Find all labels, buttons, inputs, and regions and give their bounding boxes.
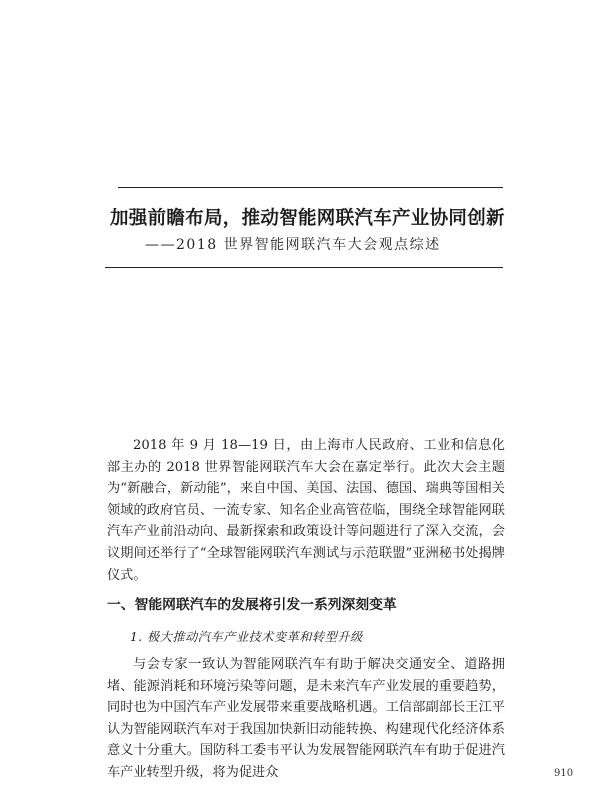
section-paragraph: 与会专家一致认为智能网联汽车有助于解决交通安全、道路拥堵、能源消耗和环境污染等问题，是未来汽车产业发展的重要趋势，同时也为中国汽车产业发展带来重要战略机遇。工信部副部长王江平认为智能网联汽车对于我国加快新旧动能转换、构建现代化经济体系意义十分重大。国防科工委韦平认为发展智能网联汽车有助于促进汽车产业转型升级，将为促进众 [107, 657, 505, 780]
article-title: 加强前瞻布局，推动智能网联汽车产业协同创新 [110, 208, 505, 229]
top-rule [118, 187, 503, 188]
page-number: 910 [554, 768, 574, 779]
subsection-heading: 1. 极大推动汽车产业技术变革和转型升级 [130, 630, 363, 644]
bottom-rule [105, 267, 503, 268]
intro-paragraph: 2018 年 9 月 18—19 日，由上海市人民政府、工业和信息化部主办的 2018 世界智能网联汽车大会在嘉定举行。此次大会主题为“新融合，新动能”，来自中国、美国、法国、德国、瑞典等国相关领域的政府官员、一流专家、知名企业高管莅临，围绕全球智能网联汽车产业前沿动向、最新探索和政策设计等问题进行了深入交流，会议期间还举行了“全球智能网联汽车测试与示范联盟”亚洲秘书处揭牌仪式。 [107, 438, 505, 583]
section-heading: 一、智能网联汽车的发展将引发一系列深刻变革 [107, 597, 397, 613]
article-subtitle: ——2018 世界智能网联汽车大会观点综述 [145, 237, 441, 253]
